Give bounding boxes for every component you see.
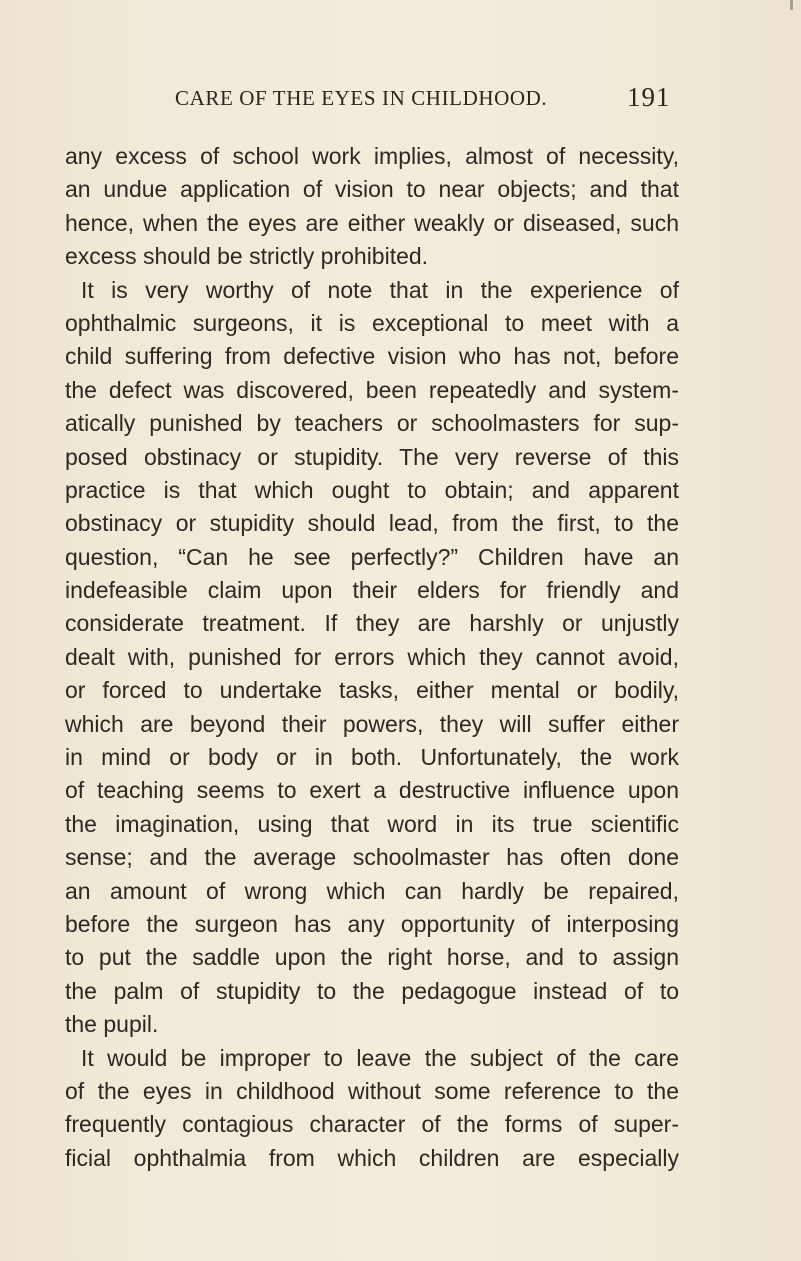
text-line: frequently contagious character of the forms of super- xyxy=(65,1111,679,1138)
text-line: the pupil. xyxy=(65,1011,159,1038)
text-line: hence, when the eyes are either weakly or diseased, such xyxy=(65,209,679,236)
text-line: question, “Can he see perfectly?” Children have an xyxy=(65,543,679,570)
text-line: ficial ophthalmia from which children are especially xyxy=(65,1144,679,1171)
text-line: the defect was discovered, been repeatedly and system- xyxy=(65,376,679,403)
text-line: dealt with, punished for errors which they cannot avoid, xyxy=(65,643,679,670)
text-line: ophthalmic surgeons, it is exceptional to meet with a xyxy=(65,309,679,336)
text-line: practice is that which ought to obtain; and apparent xyxy=(65,476,679,503)
text-line: an amount of wrong which can hardly be repaired, xyxy=(65,877,679,904)
text-line: sense; and the average schoolmaster has often done xyxy=(65,844,679,871)
text-line: the imagination, using that word in its true scientific xyxy=(65,810,679,837)
text-line: the palm of stupidity to the pedagogue instead of to xyxy=(65,977,679,1004)
text-line: of the eyes in childhood without some reference to the xyxy=(65,1077,679,1104)
text-line: child suffering from defective vision who has not, before xyxy=(65,343,679,370)
text-line: any excess of school work implies, almost of necessity, xyxy=(65,143,679,169)
page-number: 191 xyxy=(627,82,671,112)
text-line: which are beyond their powers, they will suffer either xyxy=(65,710,679,737)
running-head: CARE OF THE EYES IN CHILDHOOD. xyxy=(175,86,548,110)
text-line: or forced to undertake tasks, either mental or bodily, xyxy=(65,677,679,704)
paper-blemish xyxy=(790,0,793,10)
text-line: obstinacy or stupidity should lead, from the first, to the xyxy=(65,510,679,537)
body-text xyxy=(65,140,679,1175)
page-header xyxy=(0,84,801,118)
text-line: posed obstinacy or stupidity. The very reverse of this xyxy=(65,443,679,470)
text-line: of teaching seems to exert a destructive influence upon xyxy=(65,777,679,804)
text-line: atically punished by teachers or schoolmasters for sup- xyxy=(65,410,679,437)
text-line: excess should be strictly prohibited. xyxy=(65,243,429,270)
text-line: to put the saddle upon the right horse, and to assign xyxy=(65,944,679,971)
text-line: an undue application of vision to near objects; and that xyxy=(65,176,679,203)
text-line: It would be improper to leave the subject of the care xyxy=(81,1044,679,1071)
text-line: before the surgeon has any opportunity of interposing xyxy=(65,910,679,937)
text-line: in mind or body or in both. Unfortunately, the work xyxy=(65,744,679,771)
text-line: considerate treatment. If they are harshly or unjustly xyxy=(65,610,679,637)
text-line: It is very worthy of note that in the experience of xyxy=(81,276,679,303)
text-line: indefeasible claim upon their elders for friendly and xyxy=(65,577,679,604)
